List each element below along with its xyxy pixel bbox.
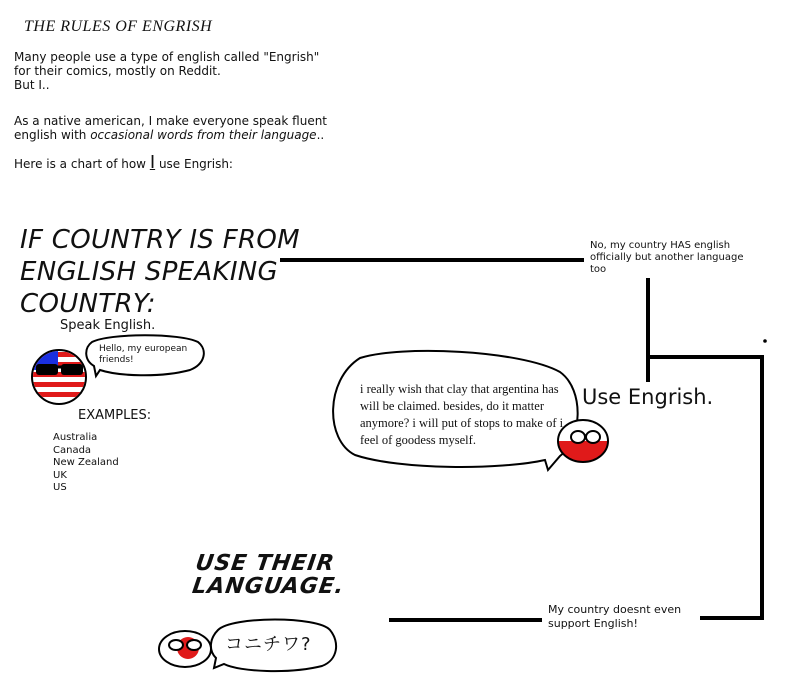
no-english-note: My country doesnt even support English! — [548, 603, 682, 630]
intro-line-6-a: Here is a chart of how — [14, 157, 150, 171]
japan-bubble-text: コニチワ? — [225, 634, 312, 655]
other-language-note: No, my country HAS english officially but another language too — [590, 240, 744, 275]
intro-line-2: for their comics, mostly on Reddit. — [14, 64, 221, 78]
intro-line-1: Many people use a type of english called "Engrish" — [14, 50, 320, 64]
intro-line-5-emphasis: occasional words from their language — [90, 128, 317, 142]
stray-dot — [763, 339, 767, 343]
english-rule: Speak English. — [60, 318, 156, 333]
english-branch-heading — [20, 224, 300, 320]
english-heading-line-1: IF COUNTRY IS FROM — [20, 225, 300, 255]
usa-stripe — [30, 352, 90, 357]
example-item: Australia — [53, 432, 98, 443]
example-item: UK — [53, 469, 67, 481]
intro-line-5-plain: english with — [14, 128, 91, 142]
page-title: THE RULES OF ENGRISH — [24, 18, 213, 35]
example-item: New Zealand — [53, 457, 119, 468]
their-language-line-1: USE THEIR — [193, 551, 337, 576]
english-heading-line-2: ENGLISH SPEAKING — [20, 257, 279, 287]
usa-bubble-text: Hello, my european friends! — [99, 344, 188, 365]
usa-countryball — [30, 350, 90, 404]
intro-underlined-i: I — [149, 152, 156, 173]
english-heading-line-3: COUNTRY: — [20, 289, 156, 319]
japan-countryball — [159, 631, 211, 667]
japan-eye-right — [187, 640, 201, 650]
examples-list — [53, 432, 119, 495]
example-item: Canada — [53, 444, 92, 456]
poland-bubble-text: i really wish that clay that argentina has will be claimed. besides, do it matter anymore? i will put of stops to make of i feel of goodess myself. — [360, 382, 564, 447]
example-item: US — [53, 482, 67, 493]
poland-eye-right — [586, 431, 600, 443]
usa-sunglasses-left — [36, 364, 58, 375]
japan-eye-left — [169, 640, 183, 650]
usa-sunglasses-right — [61, 364, 83, 375]
intro-line-6-b: use Engrish: — [155, 157, 233, 171]
intro-line-3: But I.. — [14, 78, 50, 92]
engrish-rule: Use Engrish. — [582, 385, 714, 409]
intro-line-4: As a native american, I make everyone speak fluent — [14, 114, 328, 128]
intro-line-5-end: .. — [316, 128, 325, 142]
usa-stripe — [30, 382, 90, 387]
their-language-line-2: LANGUAGE. — [190, 574, 347, 599]
examples-label: EXAMPLES: — [78, 408, 152, 423]
their-language-rule — [191, 552, 349, 598]
